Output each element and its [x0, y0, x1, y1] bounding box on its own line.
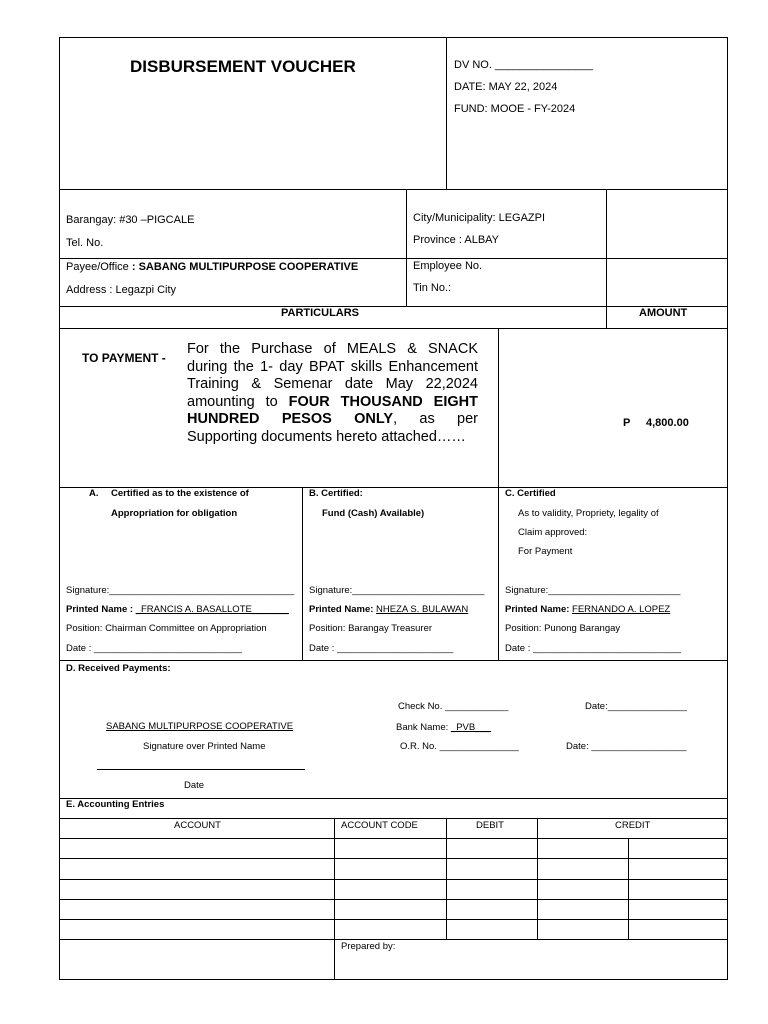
- header-divider: [446, 37, 447, 190]
- accounting-col-2: [446, 818, 447, 940]
- border-top: [59, 37, 728, 38]
- cert-a-printed-name: [66, 603, 289, 616]
- cert-c-line3: Claim approved:: [518, 527, 588, 538]
- cert-c-name: FERNANDO A. LOPEZ: [572, 604, 671, 615]
- amount-divider: [498, 328, 499, 488]
- column-debit: DEBIT: [476, 820, 504, 831]
- check-date: Date:_______________: [585, 701, 687, 712]
- accounting-header: E. Accounting Entries: [66, 799, 165, 810]
- amount-header: AMOUNT: [639, 307, 688, 319]
- or-number: O.R. No. _______________: [400, 741, 519, 752]
- cert-a-signature: Signature:___________________________________: [66, 585, 295, 596]
- cert-a-name: _FRANCIS A. BASALLOTE_______: [135, 604, 289, 615]
- cert-divider-2: [498, 487, 499, 661]
- voucher-date: DATE: MAY 22, 2024: [454, 81, 558, 93]
- particulars-header: PARTICULARS: [281, 307, 360, 319]
- cert-c-position: Position: Punong Barangay: [505, 623, 621, 634]
- description-amount-words: FOUR THOUSAND EIGHT HUNDRED PESOS ONLY: [187, 393, 478, 427]
- amount-value: 4,800.00: [646, 417, 689, 429]
- received-date-caption: Date: [184, 780, 205, 791]
- cert-c-line1: C. Certified: [505, 488, 556, 499]
- cert-a-letter: A.: [89, 488, 99, 499]
- info-divider-2: [606, 189, 607, 329]
- cert-c-signature: Signature:_________________________: [505, 585, 681, 596]
- column-account-code: ACCOUNT CODE: [341, 820, 418, 831]
- bank-name-label: Bank Name:: [396, 722, 451, 733]
- bank-name-value: _PVB___: [450, 722, 492, 733]
- cert-bottom-line: [59, 660, 728, 661]
- tin-number: Tin No.:: [413, 282, 452, 294]
- cert-a-position: Position: Chairman Committee on Appropriation: [66, 623, 267, 634]
- info-row-line: [59, 258, 728, 259]
- city-municipality: City/Municipality: LEGAZPI: [413, 212, 546, 224]
- info-bottom-line: [59, 306, 728, 307]
- province: Province : ALBAY: [413, 234, 500, 246]
- cert-divider-1: [302, 487, 303, 661]
- payee-value: : SABANG MULTIPURPOSE COOPERATIVE: [131, 261, 359, 273]
- cert-c-date: Date : ____________________________: [505, 643, 681, 654]
- check-number: Check No. ____________: [398, 701, 509, 712]
- prepared-by: Prepared by:: [341, 941, 396, 952]
- cert-b-line1: B. Certified:: [309, 488, 363, 499]
- employee-number: Employee No.: [413, 260, 483, 272]
- cert-c-printed-label: Printed Name:: [505, 604, 573, 615]
- payee-label: Payee/Office: [66, 261, 132, 273]
- payee-address: Address : Legazpi City: [66, 284, 177, 296]
- accounting-col-1: [334, 818, 335, 980]
- cert-b-name: NHEZA S. BULAWAN: [376, 604, 469, 615]
- bank-name: [396, 721, 491, 734]
- payee-office: [66, 261, 358, 274]
- received-header: D. Received Payments:: [66, 663, 171, 674]
- cert-b-printed-label: Printed Name:: [309, 604, 377, 615]
- to-payment-label: TO PAYMENT -: [82, 351, 166, 365]
- cert-c-line4: For Payment: [518, 546, 573, 557]
- dv-number: DV NO. ________________: [454, 59, 593, 71]
- telephone-number: Tel. No.: [66, 237, 104, 249]
- cert-a-line1: Certified as to the existence of: [111, 488, 249, 499]
- cert-b-position: Position: Barangay Treasurer: [309, 623, 433, 634]
- cert-c-line2: As to validity, Propriety, legality of: [518, 508, 659, 519]
- cert-a-date: Date : ____________________________: [66, 643, 242, 654]
- voucher-title: DISBURSEMENT VOUCHER: [130, 57, 356, 76]
- cert-b-printed-name: [309, 603, 468, 616]
- cert-b-date: Date : ______________________: [309, 643, 454, 654]
- received-payee-name: SABANG MULTIPURPOSE COOPERATIVE: [106, 721, 294, 732]
- payment-description: [187, 341, 478, 446]
- received-signature-line: [97, 769, 305, 770]
- accounting-col-4: [628, 838, 629, 940]
- signature-caption: Signature over Printed Name: [143, 741, 266, 752]
- column-credit: CREDIT: [615, 820, 651, 831]
- or-date: Date: __________________: [566, 741, 687, 752]
- barangay: Barangay: #30 –PIGCALE: [66, 214, 195, 226]
- particulars-header-line: [59, 328, 728, 329]
- fund-source: FUND: MOOE - FY-2024: [454, 103, 576, 115]
- amount-currency: P: [623, 417, 631, 429]
- border-bottom: [59, 979, 728, 980]
- cert-a-line2: Appropriation for obligation: [111, 508, 238, 519]
- description-text-1: For the Purchase of MEALS & SNACK during the 1- day BPAT skills Enhancement Training & Semenar date May 22,2024 amounting to: [187, 341, 478, 410]
- info-divider-1: [406, 189, 407, 307]
- description-text-2: , as per Supporting documents hereto attached……: [187, 411, 479, 445]
- cert-a-printed-label: Printed Name :: [66, 604, 136, 615]
- accounting-col-3: [537, 818, 538, 940]
- cert-c-printed-name: [505, 603, 670, 616]
- cert-b-line2: Fund (Cash) Available): [322, 508, 425, 519]
- cert-b-signature: Signature:_________________________: [309, 585, 485, 596]
- header-bottom-line: [59, 189, 728, 190]
- column-account: ACCOUNT: [174, 820, 221, 831]
